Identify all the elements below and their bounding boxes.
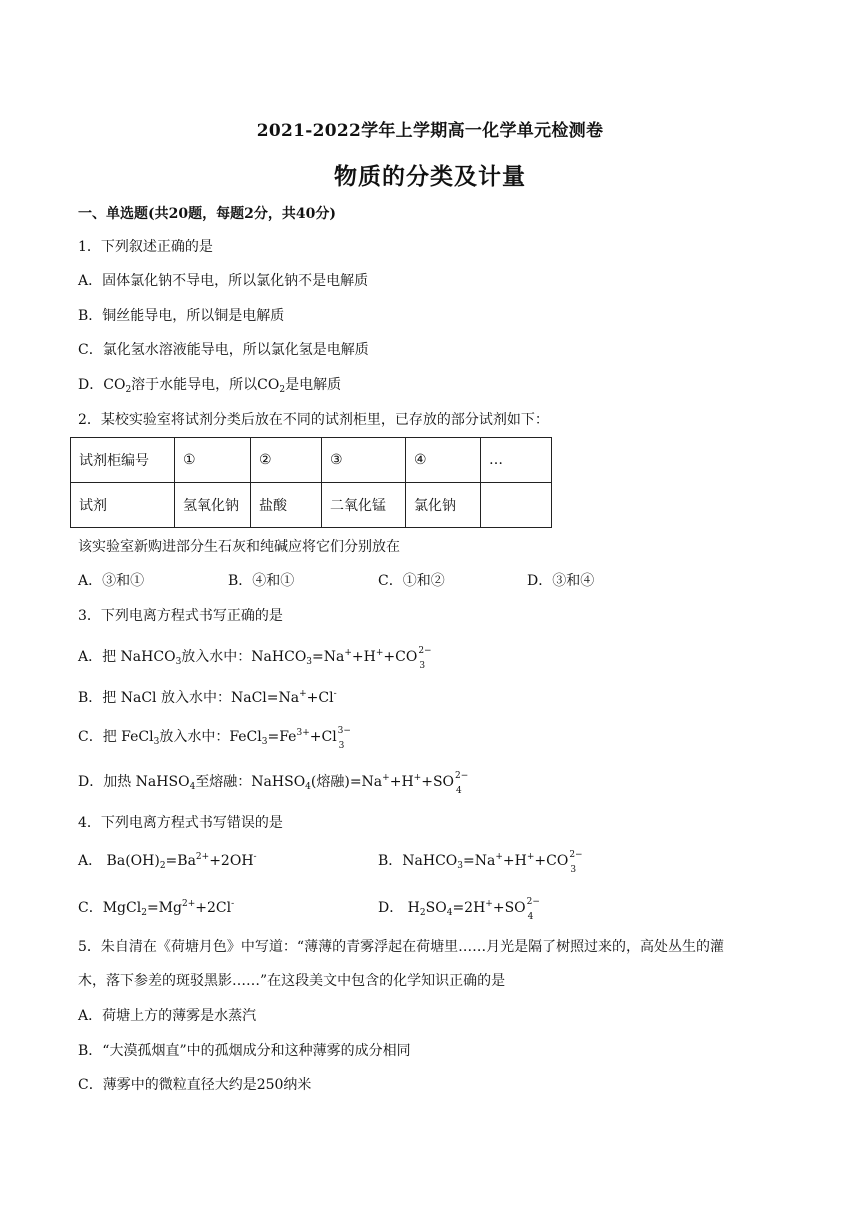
table-cell: 二氧化锰: [322, 483, 406, 528]
carbonate-ion-charge: 2− 3: [569, 850, 583, 875]
q2-options: [78, 571, 778, 591]
q3-stem: 3．下列电离方程式书写正确的是: [78, 608, 283, 624]
exam-subtitle: 物质的分类及计量: [334, 163, 526, 190]
q3-option-d: D．加热 NaHSO$_4$至熔融：NaHSO$_4$(熔融)=Na++H++SO 2− 4: [78, 771, 469, 796]
q4-option-b: B．NaHCO$_3$=Na++H++CO 2− 3: [378, 850, 583, 875]
q1-option-d: D．$CO_2$溶于水能导电，所以$CO_2$是电解质: [78, 377, 342, 395]
q2-followup: 该实验室新购进部分生石灰和纯碱应将它们分别放在: [78, 539, 400, 555]
table-row: [71, 438, 552, 483]
q4-option-c: C．$MgCl_2=Mg^{2+}+2Cl^-$: [78, 899, 235, 918]
q5-option-a: A．荷塘上方的薄雾是水蒸汽: [78, 1008, 257, 1024]
q3-option-b: B．把 NaCl 放入水中：NaCl=Na++Cl-: [78, 689, 337, 706]
q3-option-a: A．把 NaHCO$_3$放入水中：NaHCO$_3$=Na++H++CO 2− 3: [78, 646, 432, 671]
q2-option-c: C．①和②: [378, 573, 445, 589]
q1-option-b: B．铜丝能导电，所以铜是电解质: [78, 308, 285, 324]
reagent-cabinet-table: [70, 437, 552, 528]
q4-options-row1: [78, 851, 778, 875]
q5-stem-line2: 木，落下参差的斑驳黑影……”在这段美文中包含的化学知识正确的是: [78, 973, 506, 989]
q1-stem: 1．下列叙述正确的是: [78, 239, 213, 255]
section-heading: 一、单选题(共20题，每题2分，共40分): [78, 206, 336, 222]
q4-options-row2: [78, 898, 778, 922]
q5-stem-line1: 5．朱自清在《荷塘月色》中写道：“薄薄的青雾浮起在荷塘里……月光是隔了树照过来的，高处丛生的灌: [78, 939, 725, 955]
table-cell: …: [481, 438, 552, 483]
q2-option-a: A．③和①: [78, 573, 145, 589]
table-cell: [481, 483, 552, 528]
q5-option-c: C．薄雾中的微粒直径大约是250纳米: [78, 1077, 312, 1093]
sulfate-ion-charge: 2− 4: [526, 897, 540, 922]
q1-option-c: C．氯化氢水溶液能导电，所以氯化氢是电解质: [78, 342, 369, 358]
sulfate-ion-charge: 2− 4: [455, 771, 469, 796]
table-cell: 氯化钠: [406, 483, 481, 528]
table-cell: ③: [322, 438, 406, 483]
table-cell: ②: [251, 438, 322, 483]
exam-title: 2021-2022学年上学期高一化学单元检测卷: [256, 121, 604, 141]
q2-option-d: D．③和④: [527, 573, 595, 589]
q2-option-b: B．④和①: [228, 573, 295, 589]
q4-option-a: A． $Ba(OH)_2=Ba^{2+}+2OH^-$: [78, 852, 257, 871]
table-cell: ①: [175, 438, 251, 483]
q1-option-a: A．固体氯化钠不导电，所以氯化钠不是电解质: [78, 273, 369, 289]
chloride-ion-charge: 3− 3: [337, 726, 351, 751]
q4-stem: 4．下列电离方程式书写错误的是: [78, 815, 283, 831]
table-cell: ④: [406, 438, 481, 483]
table-cell: 盐酸: [251, 483, 322, 528]
q4-option-d: D． $H_2SO_4=2H^++SO$ 2− 4: [378, 897, 540, 922]
table-row: [71, 483, 552, 528]
q5-option-b: B．“大漠孤烟直”中的孤烟成分和这种薄雾的成分相同: [78, 1043, 411, 1059]
carbonate-ion-charge: 2− 3: [418, 646, 432, 671]
q2-stem: 2．某校实验室将试剂分类后放在不同的试剂柜里，已存放的部分试剂如下：: [78, 412, 549, 428]
table-cell: 试剂: [71, 483, 175, 528]
q3-option-c: C．把 FeCl$_3$放入水中：$FeCl_3=Fe^{3+}+Cl$ 3− 3: [78, 726, 351, 751]
table-cell: 氢氧化钠: [175, 483, 251, 528]
table-cell: 试剂柜编号: [71, 438, 175, 483]
